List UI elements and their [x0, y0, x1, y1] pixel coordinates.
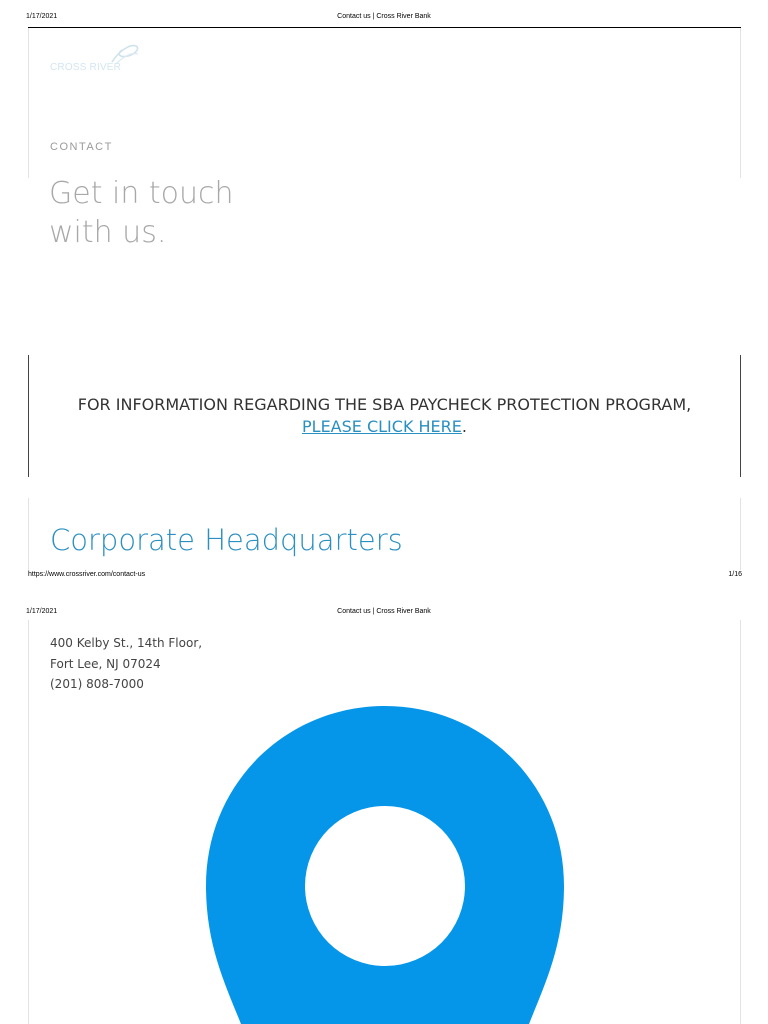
- contact-eyebrow: CONTACT: [50, 141, 113, 153]
- address-street: 400 Kelby St., 14th Floor,: [50, 636, 203, 650]
- map-pin-icon: [204, 706, 566, 1024]
- address-phone[interactable]: (201) 808-7000: [50, 677, 144, 691]
- page-border-left: [28, 620, 29, 1024]
- ppp-click-here-link[interactable]: PLEASE CLICK HERE: [302, 417, 462, 436]
- print-url: https://www.crossriver.com/contact-us: [28, 571, 146, 578]
- page-border-right-lower: [740, 498, 741, 570]
- hq-heading: Corporate Headquarters: [50, 523, 403, 557]
- print-header: [0, 13, 768, 27]
- page-headline: [49, 174, 234, 252]
- print-date: 1/17/2021: [26, 608, 58, 615]
- headline-line-2: with us.: [49, 215, 167, 250]
- print-title: Contact us | Cross River Bank: [337, 13, 431, 20]
- notice-suffix: .: [461, 417, 467, 436]
- print-page-number: 1/16: [728, 571, 742, 578]
- print-title: Contact us | Cross River Bank: [337, 608, 431, 615]
- page-border-right: [740, 28, 741, 178]
- hq-address: [50, 633, 202, 695]
- print-date: 1/17/2021: [26, 13, 58, 20]
- page-border-left: [28, 28, 29, 178]
- logo-wordmark: CROSS RIVER: [50, 62, 122, 73]
- page-border-right: [740, 620, 741, 1024]
- address-city: Fort Lee, NJ 07024: [50, 656, 161, 671]
- page-two: [28, 620, 741, 1024]
- page-border-left-lower: [28, 498, 29, 570]
- page-one: [28, 27, 741, 570]
- notice-text: FOR INFORMATION REGARDING THE SBA PAYCHECK PROTECTION PROGRAM,: [77, 395, 692, 414]
- headline-line-1: Get in touch: [49, 176, 234, 211]
- cross-river-logo[interactable]: [50, 42, 142, 76]
- ppp-notice: [28, 394, 741, 438]
